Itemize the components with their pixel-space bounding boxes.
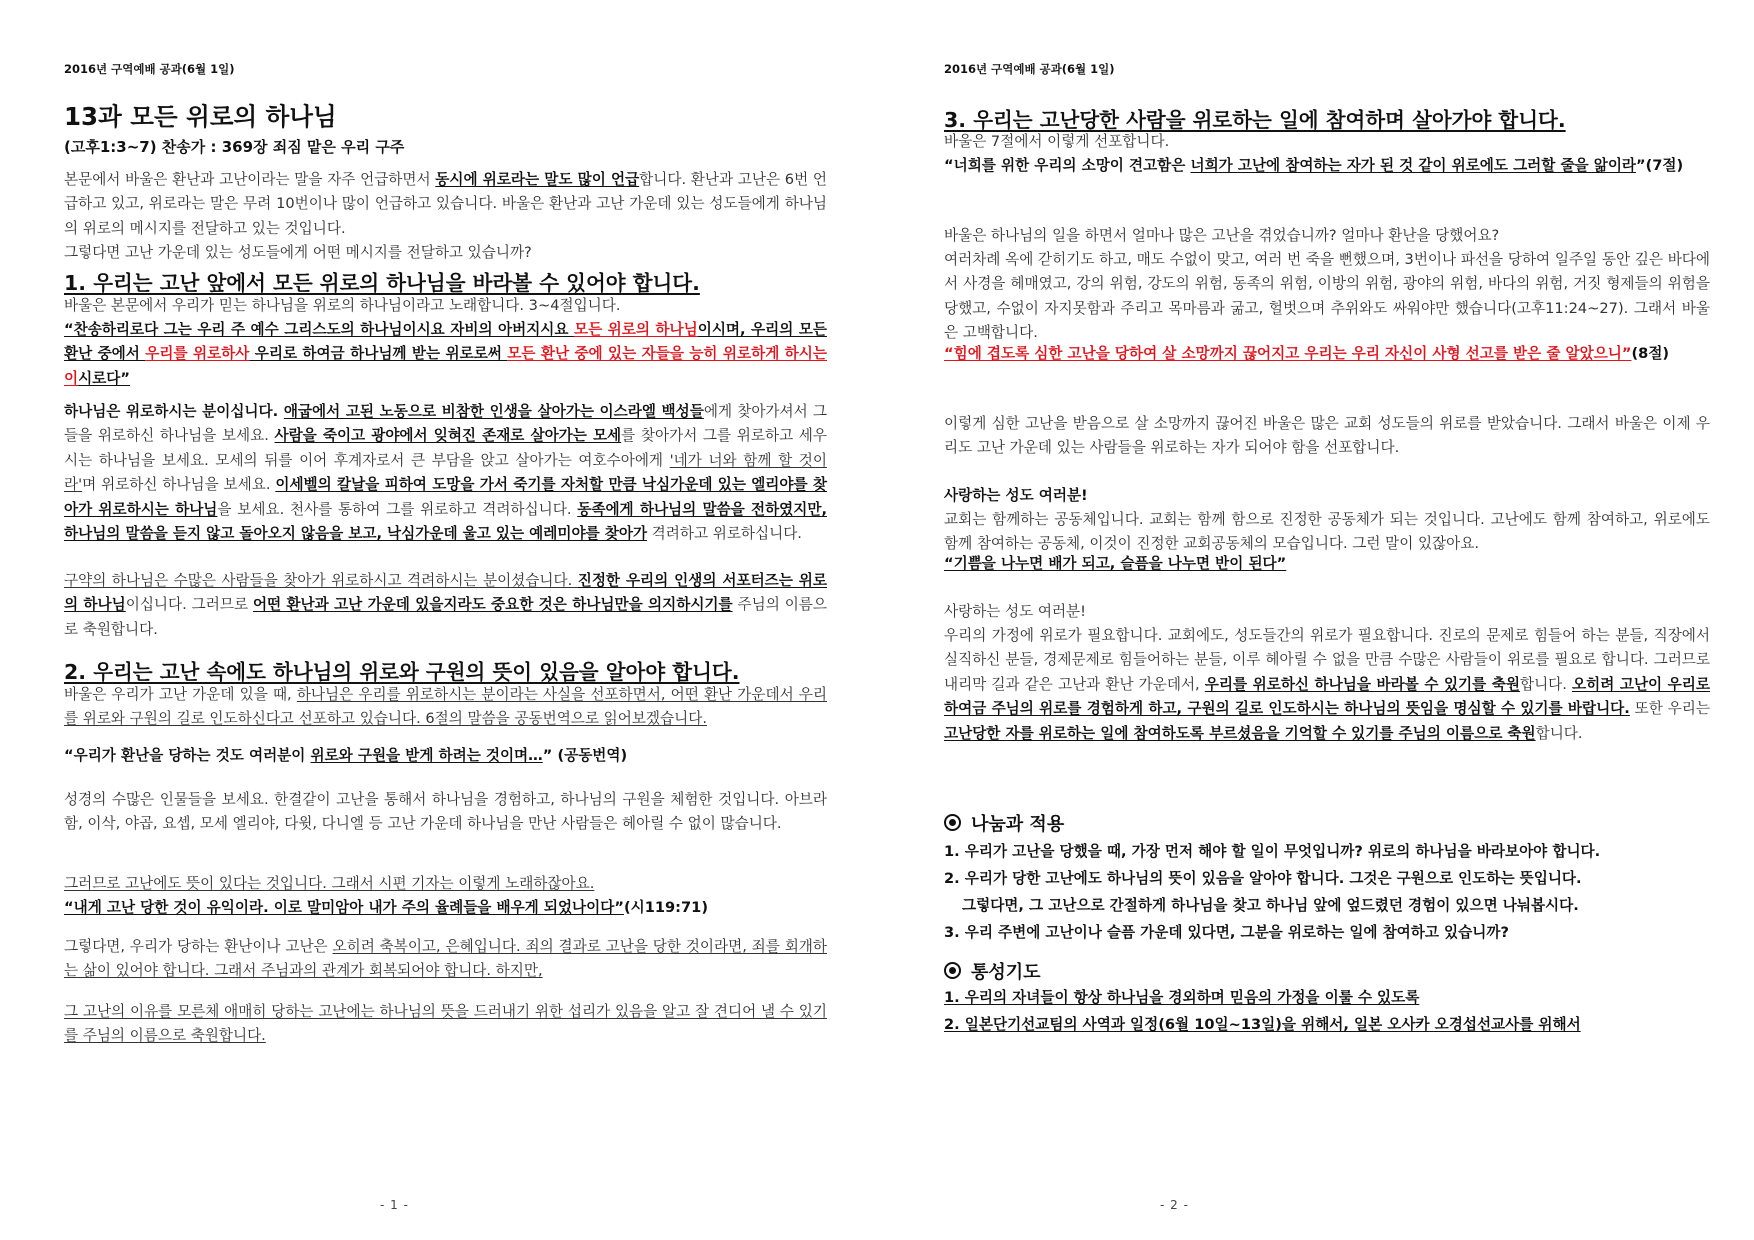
intro-paragraph	[64, 168, 827, 266]
page-1	[64, 0, 827, 1240]
emphasis: 우리를 위로하신 하나님을 바라볼 수 있기를 축원	[1204, 675, 1520, 693]
heading-text: 나눔과 적용	[971, 814, 1065, 835]
quote-text: “내게 고난 당한 것이 유익이라. 이로 말미암아 내가 주의 율례들을 배우게 되었나이다”	[64, 899, 624, 916]
emphasis: 고난당한 자를 위로하는 일에 참여하도록 부르셨음을 기억할 수 있기를 주님의 이름으로 축원	[944, 724, 1536, 742]
quote-text: 이시며, 우리의 모든 환난 중에서	[64, 321, 827, 363]
quote-red: 모든 환난 중에 있는 자들을 능히 위로하게 하시는 이	[64, 345, 827, 387]
page-header: 2016년 구역예배 공과(6월 1일)	[944, 62, 1115, 76]
scripture-quote-8	[944, 342, 1710, 366]
emphasis: 오히려 고난이 우리로 하여금 주님의 위로를 경험하게 하고, 구원의 길로 인도하시는 하나님의 뜻임을 명심할 수 있기를 바랍니다.	[944, 675, 1710, 718]
emphasis: '네가 너와 함께 할 것이라'	[64, 451, 827, 494]
section-1-heading: 1. 우리는 고난 앞에서 모든 위로의 하나님을 바라볼 수 있어야 합니다.	[64, 271, 700, 295]
text: 을 보세요. 천사를 통하여 그를 위로하고 격려하십니다.	[217, 500, 578, 518]
scripture-quote-7	[944, 154, 1710, 178]
section-1-paragraph-1	[64, 400, 827, 546]
emphasis: 하나님은 우리를 위로하시는 분이라는 사실을 선포하면서, 어떤 환난 가운데서 우리를 위로와 구원의 길로 인도하신다고 선포하고 있습니다. 6절의 말씀을 공동번역으로 읽어보겠습니다.	[64, 686, 828, 728]
text: 그렇다면 고난 가운데 있는 성도들에게 어떤 메시지를 전달하고 있습니까?	[64, 244, 532, 262]
text: 를 찾아가서 그를 위로하고 세우시는 하나님을 보세요. 모세의 뒤를 이어 후계자로서 큰 부담을 앉고 살아가는 여호수아에게	[64, 427, 827, 469]
prayer-list	[944, 984, 1710, 1038]
quote-text: “우리가 환난을 당하는 것도 여러분이	[64, 747, 311, 764]
list-item: 2. 우리가 당한 고난에도 하나님의 뜻이 있음을 알아야 합니다. 그것은 구원으로 인도하는 뜻입니다.	[944, 870, 1582, 887]
section-3-intro: 바울은 7절에서 이렇게 선포합니다.	[944, 133, 1170, 150]
section-2-paragraph-3: 그러므로 고난에도 뜻이 있다는 것입니다. 그래서 시편 기자는 이렇게 노래하잖아요.	[64, 875, 595, 892]
quote-emphasis: 너희가 고난에 참여하는 자가 된 것 같이 위로에도 그러할 줄을 앎이라	[1190, 157, 1637, 174]
quote-text: 우리로 하여금 하나님께 받는 위로로써	[249, 345, 508, 363]
quote-reference: (시119:71)	[623, 899, 708, 916]
quote-text: “너희를 위한 우리의 소망이 견고함은	[944, 157, 1191, 174]
section-2-paragraph-1	[64, 683, 827, 732]
list-item: 3. 우리 주변에 고난이나 슬픔 가운데 있다면, 그분을 위로하는 일에 참여하고 있습니까?	[944, 924, 1509, 941]
text: 에게 찾아가셔서 그들을 위로하신 하나님을 보세요.	[64, 403, 828, 445]
section-2-paragraph-2: 성경의 수많은 인물들을 보세요. 한결같이 고난을 통해서 하나님을 경험하고, 하나님의 구원을 체험한 것입니다. 아브라함, 이삭, 야곱, 요셉, 모세 엘리야, 다윗, 다니엘 등 고난 가운데 하나님을 만난 사람들은 헤아릴 수 없이 많습니다.	[64, 791, 827, 833]
list-item: 2. 일본단기선교팀의 사역과 일정(6월 10일~13일)을 위해서, 일본 오사카 오경섭선교사를 위해서	[944, 1016, 1581, 1033]
section-3-paragraph-2: 여러차례 옥에 갇히기도 하고, 매도 수없이 맞고, 여러 번 죽을 뻔했으며, 3번이나 파선을 당하여 일주일 동안 깊은 바다에서 사경을 헤매였고, 강의 위험, 강도의 위험, 동족의 위험, 이방의 위험, 광야의 위험, 바다의 위험, 거짓 형제들의 위험을 당했고, 수없이 자지못함과 주리고 목마름과 굶고, 헐벗으며 추위와도 싸워야만 했습니다(고후11:24~27). 그래서 바울은 고백합니다.	[944, 251, 1710, 342]
emphasis: 동시에 위로라는 말도 많이 언급	[435, 171, 640, 188]
text: 합니다.	[1535, 724, 1583, 742]
page-2	[944, 0, 1710, 1240]
list-item: 1. 우리가 고난을 당했을 때, 가장 먼저 해야 할 일이 무엇입니까? 위로의 하나님을 바라보아야 합니다.	[944, 843, 1601, 860]
quote-text: 시로다”	[78, 369, 130, 387]
quote-reference: (8절)	[1631, 345, 1670, 362]
scripture-quote-psalm	[64, 896, 827, 920]
quote-reference: ”(7절)	[1636, 157, 1684, 174]
proverb-quote: “기쁨을 나누면 배가 되고, 슬픔을 나누면 반이 된다”	[944, 555, 1287, 572]
text: 며 위로하신 하나님을 보세요.	[82, 476, 276, 494]
quote-emphasis: 위로와 구원을 받게 하려는 것이며…	[310, 747, 543, 764]
emphasis: 오히려 축복이고, 은혜입니다. 죄의 결과로 고난을 당한 것이라면, 죄를 회개하는 삶이 있어야 합니다. 그래서 주님과의 관계가 회복되어야 합니다. 하지만,	[64, 938, 827, 980]
text: 본문에서 바울은 환난과 고난이라는 말을 자주 언급하면서	[64, 171, 436, 188]
text: 합니다. 환난과 고난은 6번 언급하고 있고, 위로라는 말은 무려 10번이나 많이 언급하고 있습니다. 바울은 환난과 고난 가운데 있는 성도들에게 하나님의 위로의 메시지를 전달하고 있는 것입니다.	[64, 171, 827, 237]
emphasis: 이세벨의 칼날을 피하여 도망을 가서 죽기를 자처할 만큼 낙심가운데 있는 엘리야를 찾아가 위로하시는 하나님	[64, 476, 827, 518]
text: 하나님은 위로하시는 분이십니다.	[64, 403, 284, 420]
text: 구약의 하나님은 수많은 사람들을 찾아가 위로하시고 격려하시는 분이셨습니다.	[64, 572, 578, 589]
quote-red: “힘에 겹도록 심한 고난을 당하여 살 소망까지 끊어지고 우리는 우리 자신이 사형 선고를 받은 줄 알았으니”	[944, 345, 1632, 362]
emphasis: 애굽에서 고된 노동으로 비참한 인생을 살아가는 이스라엘 백성들	[283, 403, 704, 420]
section-2-paragraph-4	[64, 935, 827, 984]
section-1-intro: 바울은 본문에서 우리가 믿는 하나님을 위로의 하나님이라고 노래합니다. 3~4절입니다.	[64, 297, 621, 314]
heading-text: 통성기도	[971, 962, 1041, 983]
emphasis: 진정한 우리의 인생의 서포터즈는 위로의 하나님	[64, 572, 827, 614]
text: 주님의 이름으로 축원합니다.	[64, 596, 827, 638]
list-item: 1. 우리의 자녀들이 항상 하나님을 경외하며 믿음의 가정을 이룰 수 있도록	[944, 989, 1420, 1006]
lesson-subtitle: (고후1:3~7) 찬송가 : 369장 죄짐 맡은 우리 구주	[64, 138, 405, 156]
list-item: 그렇다면, 그 고난으로 간절하게 하나님을 찾고 하나님 앞에 엎드렸던 경험이 있으면 나눠봅시다.	[962, 897, 1579, 914]
page-number: - 2 -	[1160, 1198, 1189, 1212]
quote-text: ” (공동번역)	[542, 747, 628, 764]
text: 또한 우리는	[1629, 700, 1710, 718]
lesson-title: 13과 모든 위로의 하나님	[64, 102, 337, 131]
text: 그렇다면, 우리가 당하는 환난이나 고난은	[64, 938, 333, 955]
sharing-list	[944, 838, 1710, 946]
scripture-quote-3-4	[64, 318, 827, 391]
quote-red: 모든 위로의 하나님	[573, 321, 698, 338]
section-3-heading: 3. 우리는 고난당한 사람을 위로하는 일에 참여하며 살아가야 합니다.	[944, 108, 1566, 132]
scripture-quote-6	[64, 744, 827, 768]
page-number: - 1 -	[380, 1198, 409, 1212]
text: 우리의 가정에 위로가 필요합니다. 교회에도, 성도들간의 위로가 필요합니다. 진로의 문제로 힘들어 하는 분들, 직장에서 실직하신 분들, 경제문제로 힘들어하는 분들, 이루 헤아릴 수 없을 만큼 수많은 사람들이 위로를 필요로 합니다. 그러므로 내리막 길과 같은 고난과 환난 가운데서,	[944, 627, 1710, 693]
quote-text: “찬송하리로다 그는 우리 주 예수 그리스도의 하나님이시요 자비의 아버지시요	[64, 321, 574, 338]
text: 바울은 우리가 고난 가운데 있을 때,	[64, 686, 297, 703]
bullet-circle-icon	[944, 962, 961, 979]
prayer-heading	[944, 958, 1041, 984]
page-header: 2016년 구역예배 공과(6월 1일)	[64, 62, 235, 76]
section-3-paragraph-4: 교회는 함께하는 공동체입니다. 교회는 함께 함으로 진정한 공동체가 되는 것입니다. 고난에도 함께 참여하고, 위로에도 함께 참여하는 공동체, 이것이 진정한 교회공동체의 모습입니다. 그런 말이 있잖아요.	[944, 511, 1710, 553]
text: 격려하고 위로하십니다.	[647, 525, 802, 543]
emphasis: 동족에게 하나님의 말씀을 전하였지만, 하나님의 말씀을 듣지 않고 돌아오지 않음을 보고, 낙심가운데 울고 있는 예레미야를 찾아가	[64, 500, 827, 543]
greeting-1: 사랑하는 성도 여러분!	[944, 487, 1088, 504]
sharing-heading	[944, 810, 1064, 836]
emphasis: 사람을 죽이고 광야에서 잊혀진 존재로 살아가는 모세	[274, 427, 622, 445]
section-3-paragraph-5	[944, 624, 1710, 746]
text: 합니다.	[1519, 675, 1573, 693]
section-3-paragraph-1: 바울은 하나님의 일을 하면서 얼마나 많은 고난을 겪었습니까? 얼마나 환난을 당했어요?	[944, 227, 1500, 244]
section-1-paragraph-2	[64, 569, 827, 642]
bullet-circle-icon	[944, 814, 961, 831]
emphasis: 어떤 환난과 고난 가운데 있을지라도 중요한 것은 하나님만을 의지하시기를	[252, 596, 733, 614]
greeting-2: 사랑하는 성도 여러분!	[944, 603, 1087, 620]
section-3-paragraph-3: 이렇게 심한 고난을 받음으로 살 소망까지 끊어진 바울은 많은 교회 성도들의 위로를 받았습니다. 그래서 바울은 이제 우리도 고난 가운데 있는 사람들을 위로하는 자가 되어야 함을 선포합니다.	[944, 415, 1710, 457]
section-2-paragraph-5: 그 고난의 이유를 모른체 애매히 당하는 고난에는 하나님의 뜻을 드러내기 위한 섭리가 있음을 알고 잘 견디어 낼 수 있기를 주님의 이름으로 축원합니다.	[64, 1003, 827, 1045]
section-2-heading: 2. 우리는 고난 속에도 하나님의 위로와 구원의 뜻이 있음을 알아야 합니다.	[64, 660, 740, 684]
quote-red: 우리를 위로하사	[145, 345, 250, 363]
text: 이십니다. 그러므로	[125, 596, 253, 614]
